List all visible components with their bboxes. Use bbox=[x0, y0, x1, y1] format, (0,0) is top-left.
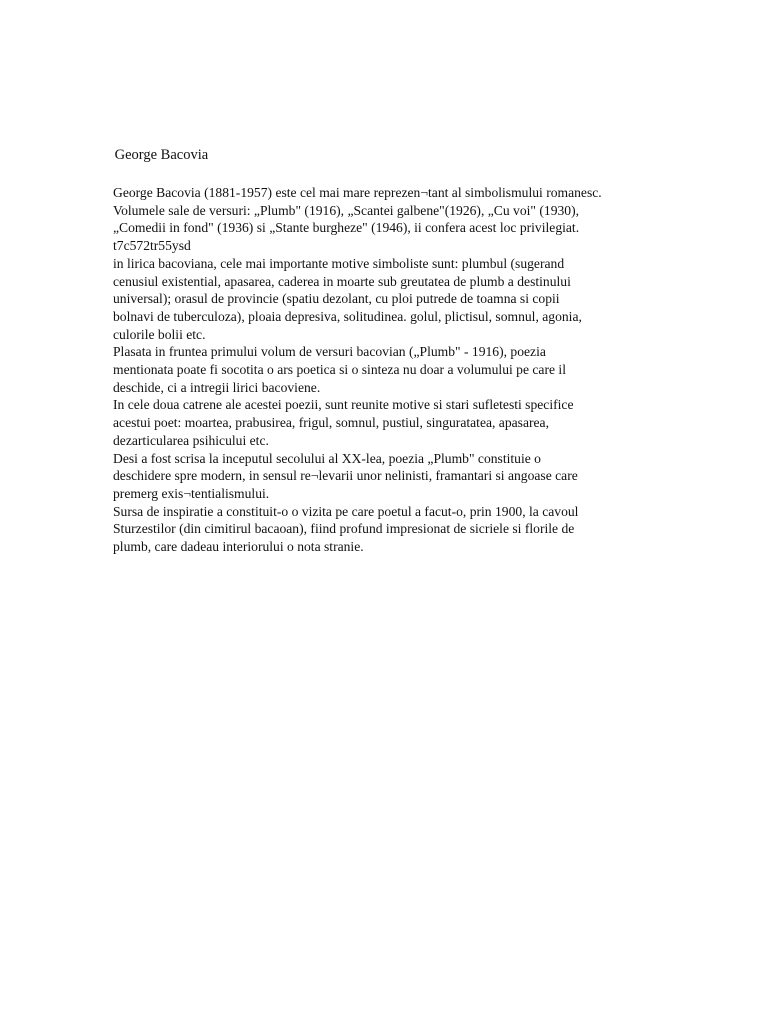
text-line: cenusiul existential, apasarea, caderea in moarte sub greutatea de plumb a destinului bbox=[113, 273, 571, 289]
text-line: „Comedii in fond" (1936) si „Stante burgheze" (1946), ii confera acest loc privilegiat. bbox=[113, 220, 580, 236]
text-line: culorile bolii etc. bbox=[113, 326, 206, 342]
text-line: In cele doua catrene ale acestei poezii, sunt reunite motive si stari sufletesti specifice bbox=[113, 397, 574, 413]
text-line: Sturzestilor (din cimitirul bacaoan), fiind profund impresionat de sicriele si florile de bbox=[113, 521, 575, 537]
text-line: in lirica bacoviana, cele mai importante motive simboliste sunt: plumbul (sugerand bbox=[113, 255, 565, 271]
text-line: Plasata in fruntea primului volum de versuri bacovian („Plumb" - 1916), poezia bbox=[113, 344, 546, 360]
document-title: George Bacovia bbox=[111, 147, 209, 163]
text-line: deschidere spre modern, in sensul re¬levarii unor nelinisti, framantari si angoase care bbox=[113, 468, 578, 484]
text-line: premerg exis¬tentialismului. bbox=[113, 485, 270, 501]
document-body bbox=[113, 184, 713, 556]
text-line: dezarticularea psihicului etc. bbox=[113, 432, 269, 448]
text-line: plumb, care dadeau interiorului o nota stranie. bbox=[113, 539, 364, 555]
text-line: Desi a fost scrisa la inceputul secolului al XX-lea, poezia „Plumb" constituie o bbox=[113, 450, 541, 466]
text-line: universal); orasul de provincie (spatiu dezolant, cu ploi putrede de toamna si copii bbox=[113, 291, 560, 307]
text-line: t7c572tr55ysd bbox=[113, 238, 191, 254]
text-line: acestui poet: moartea, prabusirea, frigul, somnul, pustiul, singuratatea, apasarea, bbox=[113, 415, 549, 431]
text-line: bolnavi de tuberculoza), ploaia depresiva, solitudinea. golul, plictisul, somnul, agonia, bbox=[113, 308, 582, 324]
text-line: deschide, ci a intregii lirici bacoviene. bbox=[113, 379, 321, 395]
text-line: Sursa de inspiratie a constituit-o o vizita pe care poetul a facut-o, prin 1900, la cavoul bbox=[113, 503, 579, 519]
text-line: mentionata poate fi socotita o ars poetica si o sinteza nu doar a volumului pe care il bbox=[113, 362, 566, 378]
text-line: George Bacovia (1881-1957) este cel mai mare reprezen¬tant al simbolismului romanesc. bbox=[113, 185, 602, 200]
text-line: Volumele sale de versuri: „Plumb" (1916), „Scantei galbene"(1926), „Cu voi" (1930), bbox=[113, 202, 580, 218]
